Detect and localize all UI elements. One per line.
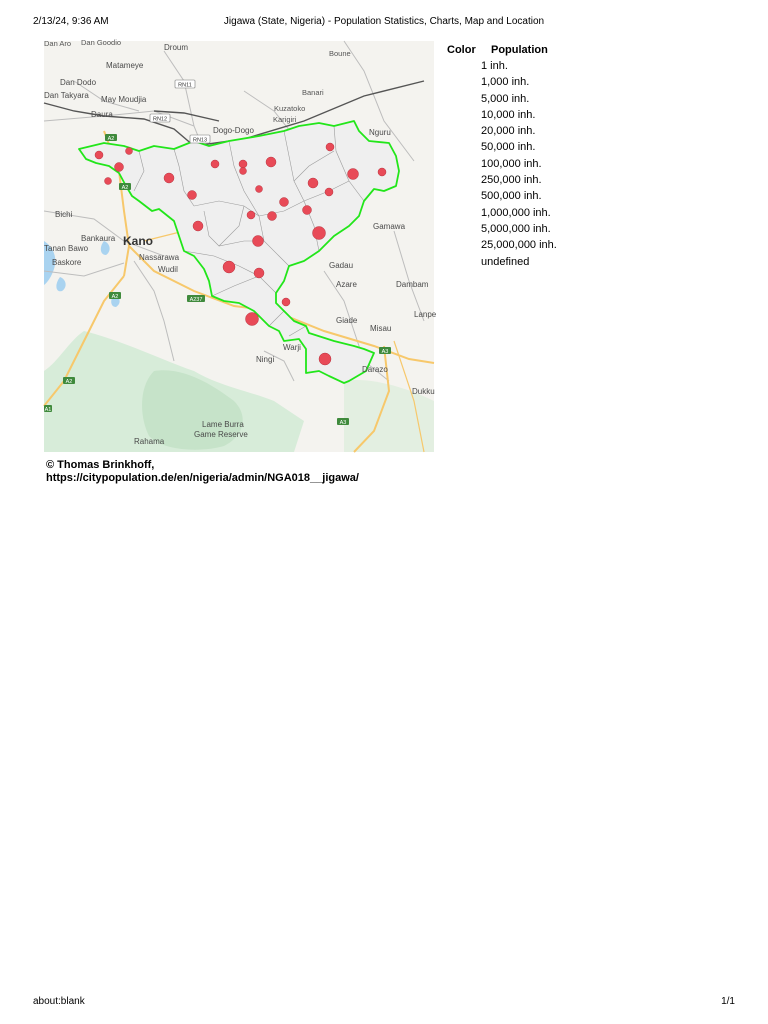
legend-row	[447, 205, 557, 221]
legend-label: 1 inh.	[481, 60, 508, 72]
legend-row	[447, 156, 557, 172]
population-dot[interactable]	[188, 191, 197, 200]
place-label: Azare	[336, 280, 357, 289]
legend-label: 1,000 inh.	[481, 76, 530, 89]
place-label: Karigiri	[273, 115, 297, 124]
place-label: Wudil	[158, 265, 178, 274]
highway-shield-label: A1	[44, 407, 52, 413]
copyright-credit	[46, 459, 359, 485]
legend-swatch	[447, 172, 481, 188]
place-label: Dan Dodo	[60, 78, 97, 87]
place-label: Daura	[91, 110, 113, 119]
place-label: Darazo	[362, 365, 388, 374]
legend-swatch	[447, 221, 481, 237]
print-url: about:blank	[33, 996, 85, 1007]
legend-row	[447, 188, 557, 204]
highway-shield-label: A2	[65, 379, 73, 385]
highway-shield-label: A237	[189, 297, 203, 303]
legend-row	[447, 237, 557, 253]
population-dot[interactable]	[319, 353, 331, 365]
place-label: Boune	[329, 49, 351, 58]
road-shield-label: RN12	[152, 116, 168, 123]
place-label: Misau	[370, 324, 392, 333]
place-label: Nassarawa	[139, 253, 180, 262]
population-dot[interactable]	[280, 198, 289, 207]
place-label: Matameye	[106, 61, 144, 70]
place-label: May Moudjia	[101, 95, 147, 104]
highway-shield-label: A3	[381, 349, 389, 355]
population-dot[interactable]	[308, 178, 318, 188]
city-label-kano: Kano	[123, 234, 153, 248]
population-dot[interactable]	[256, 186, 263, 193]
legend-row	[447, 254, 557, 270]
population-dot[interactable]	[378, 168, 386, 176]
legend-swatch	[447, 107, 481, 123]
place-label: Ningi	[256, 355, 275, 364]
legend-row	[447, 58, 557, 74]
population-legend	[447, 42, 557, 270]
place-label: Dan Goodio	[81, 38, 122, 47]
population-dot[interactable]	[164, 173, 174, 183]
legend-swatch	[447, 156, 481, 172]
legend-row	[447, 172, 557, 188]
legend-color-header: Color	[447, 44, 476, 56]
place-label: Droum	[164, 43, 189, 52]
page-number: 1/1	[721, 996, 735, 1007]
legend-label: 250,000 inh.	[481, 174, 542, 187]
credit-author: © Thomas Brinkhoff,	[46, 459, 155, 471]
place-label: Tanan Bawo	[44, 244, 89, 253]
place-label: Warji	[283, 343, 301, 352]
highway-shield-label: A2	[111, 294, 119, 300]
legend-swatch	[447, 254, 481, 270]
place-label: Giade	[336, 316, 358, 325]
place-label: Bichi	[55, 210, 73, 219]
map-canvas	[44, 38, 437, 452]
legend-label: 100,000 inh.	[481, 157, 542, 170]
legend-swatch	[447, 74, 481, 90]
population-dot[interactable]	[282, 298, 290, 306]
population-dot[interactable]	[105, 178, 112, 185]
place-label: Dukku	[412, 387, 435, 396]
population-dot[interactable]	[223, 261, 235, 273]
legend-label: 500,000 inh.	[481, 190, 542, 203]
legend-label: 10,000 inh.	[481, 108, 536, 121]
place-label: Nguru	[369, 128, 391, 137]
reserve-label: Lame Burra	[202, 420, 244, 429]
legend-population-header: Population	[491, 44, 548, 56]
legend-header	[447, 42, 557, 58]
place-label: Dogo-Dogo	[213, 126, 254, 135]
legend-swatch	[447, 139, 481, 155]
population-dot[interactable]	[254, 268, 264, 278]
place-label: Kuzatoko	[274, 104, 306, 113]
print-datetime: 2/13/24, 9:36 AM	[33, 16, 109, 27]
legend-swatch	[447, 58, 481, 74]
population-dot[interactable]	[268, 212, 277, 221]
population-dot[interactable]	[266, 157, 276, 167]
legend-label: 20,000 inh.	[481, 125, 536, 138]
place-label: Rahama	[134, 437, 165, 446]
place-label: Lanpe	[414, 310, 437, 319]
legend-label: 25,000,000 inh.	[481, 239, 557, 252]
population-dot[interactable]	[325, 188, 333, 196]
place-label: Bankaura	[81, 234, 116, 243]
population-dot[interactable]	[240, 168, 247, 175]
population-dot[interactable]	[211, 160, 219, 168]
place-label: Baskore	[52, 258, 82, 267]
population-dot[interactable]	[348, 169, 359, 180]
legend-row	[447, 123, 557, 139]
population-dot[interactable]	[326, 143, 334, 151]
legend-label: undefined	[481, 255, 530, 268]
population-dot[interactable]	[253, 236, 264, 247]
place-label: Gamawa	[373, 222, 406, 231]
highway-shield-label: A2	[121, 185, 129, 191]
road-shield-label: RN13	[192, 137, 208, 144]
road-shield-label: RN11	[178, 82, 192, 89]
page-title: Jigawa (State, Nigeria) - Population Statistics, Charts, Map and Location	[223, 16, 545, 27]
place-label: Dan Takyara	[44, 91, 89, 100]
legend-row	[447, 74, 557, 90]
legend-row	[447, 221, 557, 237]
place-label: Banari	[302, 88, 324, 97]
highway-shield-label: A2	[107, 136, 115, 142]
population-dot[interactable]	[193, 221, 203, 231]
population-dot[interactable]	[239, 160, 247, 168]
highway-shield-label: A3	[339, 420, 347, 426]
population-dot[interactable]	[95, 151, 103, 159]
population-dot[interactable]	[313, 227, 326, 240]
legend-swatch	[447, 123, 481, 139]
legend-label: 1,000,000 inh.	[481, 206, 551, 219]
legend-row	[447, 107, 557, 123]
legend-swatch	[447, 91, 481, 107]
legend-swatch	[447, 188, 481, 204]
map[interactable]	[44, 38, 437, 452]
reserve-label: Game Reserve	[194, 430, 248, 439]
legend-row	[447, 139, 557, 155]
population-dot[interactable]	[247, 211, 255, 219]
population-dot[interactable]	[126, 148, 133, 155]
place-label: Gadau	[329, 261, 354, 270]
population-dot[interactable]	[115, 163, 124, 172]
legend-rows	[447, 58, 557, 270]
legend-swatch	[447, 205, 481, 221]
legend-label: 5,000,000 inh.	[481, 222, 551, 235]
legend-swatch	[447, 237, 481, 253]
legend-label: 50,000 inh.	[481, 141, 536, 154]
place-label: Dan Aro	[44, 39, 72, 48]
legend-row	[447, 91, 557, 107]
population-dot[interactable]	[246, 313, 259, 326]
population-dot[interactable]	[303, 206, 312, 215]
credit-url[interactable]: https://citypopulation.de/en/nigeria/admin/NGA018__jigawa/	[46, 472, 359, 484]
legend-label: 5,000 inh.	[481, 92, 530, 105]
place-label: Dambam	[396, 280, 429, 289]
